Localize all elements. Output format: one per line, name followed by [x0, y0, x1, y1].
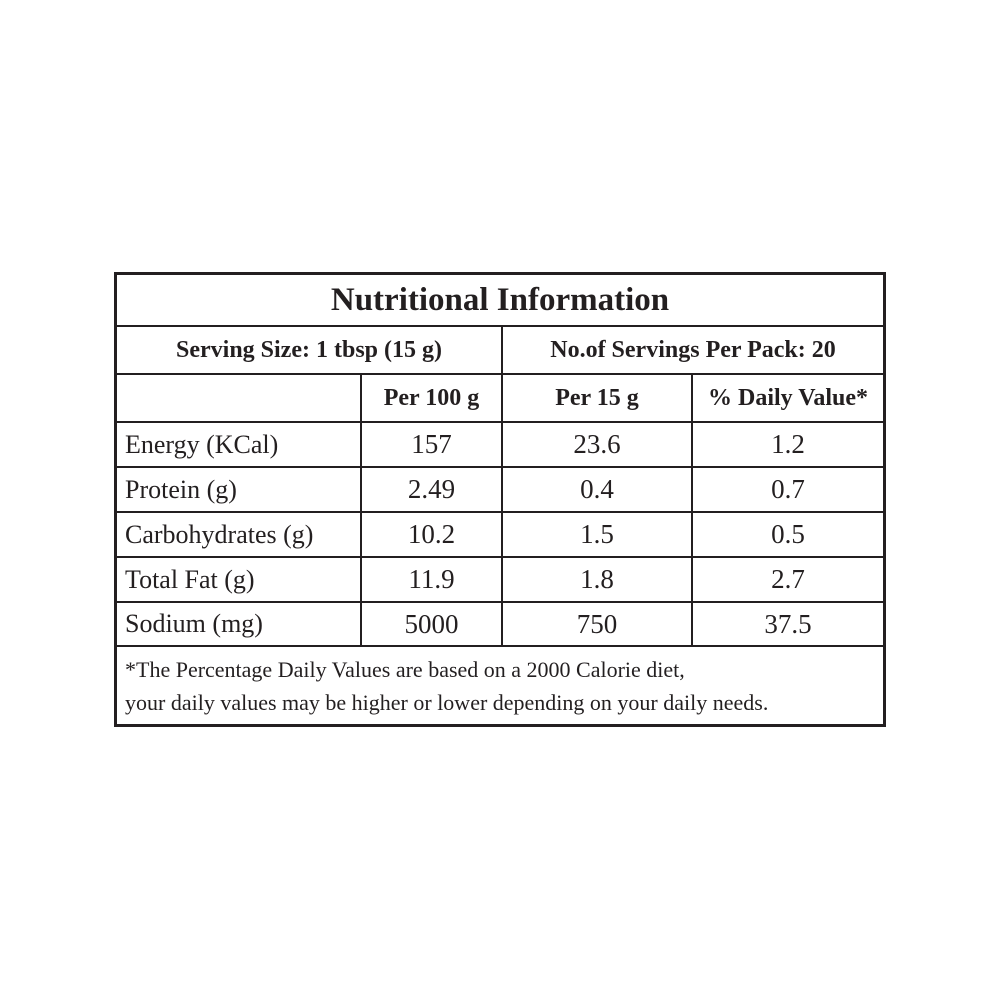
- table-row: [117, 468, 883, 513]
- nutrient-name: Total Fat (g): [125, 564, 255, 594]
- nutrient-name: Sodium (mg): [125, 609, 263, 638]
- value-per-15g: 0.4: [501, 468, 691, 511]
- nutrient-name: Protein (g): [125, 474, 237, 504]
- value-daily: 0.5: [691, 513, 883, 556]
- header-daily-value: % Daily Value*: [691, 375, 883, 421]
- footnote-line-2: your daily values may be higher or lower depending on your daily needs.: [125, 690, 769, 715]
- table-row: [117, 423, 883, 468]
- value-per-100g: 2.49: [360, 468, 501, 511]
- value-per-100g: 11.9: [360, 558, 501, 601]
- header-nutrient: [117, 375, 360, 421]
- value-daily: 37.5: [691, 603, 883, 645]
- value-daily: 2.7: [691, 558, 883, 601]
- value-daily: 1.2: [691, 423, 883, 466]
- label-title: Nutritional Information: [330, 281, 670, 318]
- header-per-15g: Per 15 g: [501, 375, 691, 421]
- footnote: [117, 647, 883, 724]
- value-per-15g: 750: [501, 603, 691, 645]
- value-per-100g: 10.2: [360, 513, 501, 556]
- value-per-15g: 1.5: [501, 513, 691, 556]
- serving-size: Serving Size: 1 tbsp (15 g): [176, 336, 442, 363]
- nutrient-name: Energy (KCal): [125, 429, 279, 459]
- nutrition-label: [114, 272, 886, 727]
- nutrient-name: Carbohydrates (g): [125, 519, 314, 549]
- footnote-line-1: *The Percentage Daily Values are based on a 2000 Calorie diet,: [125, 657, 685, 682]
- serving-row: [117, 327, 883, 375]
- table-row: [117, 558, 883, 603]
- title-row: [117, 275, 883, 327]
- servings-per-pack: No.of Servings Per Pack: 20: [501, 327, 883, 373]
- value-per-15g: 1.8: [501, 558, 691, 601]
- table-row: [117, 603, 883, 647]
- value-per-100g: 5000: [360, 603, 501, 645]
- column-header-row: [117, 375, 883, 423]
- value-per-15g: 23.6: [501, 423, 691, 466]
- value-daily: 0.7: [691, 468, 883, 511]
- header-per-100g: Per 100 g: [360, 375, 501, 421]
- table-row: [117, 513, 883, 558]
- value-per-100g: 157: [360, 423, 501, 466]
